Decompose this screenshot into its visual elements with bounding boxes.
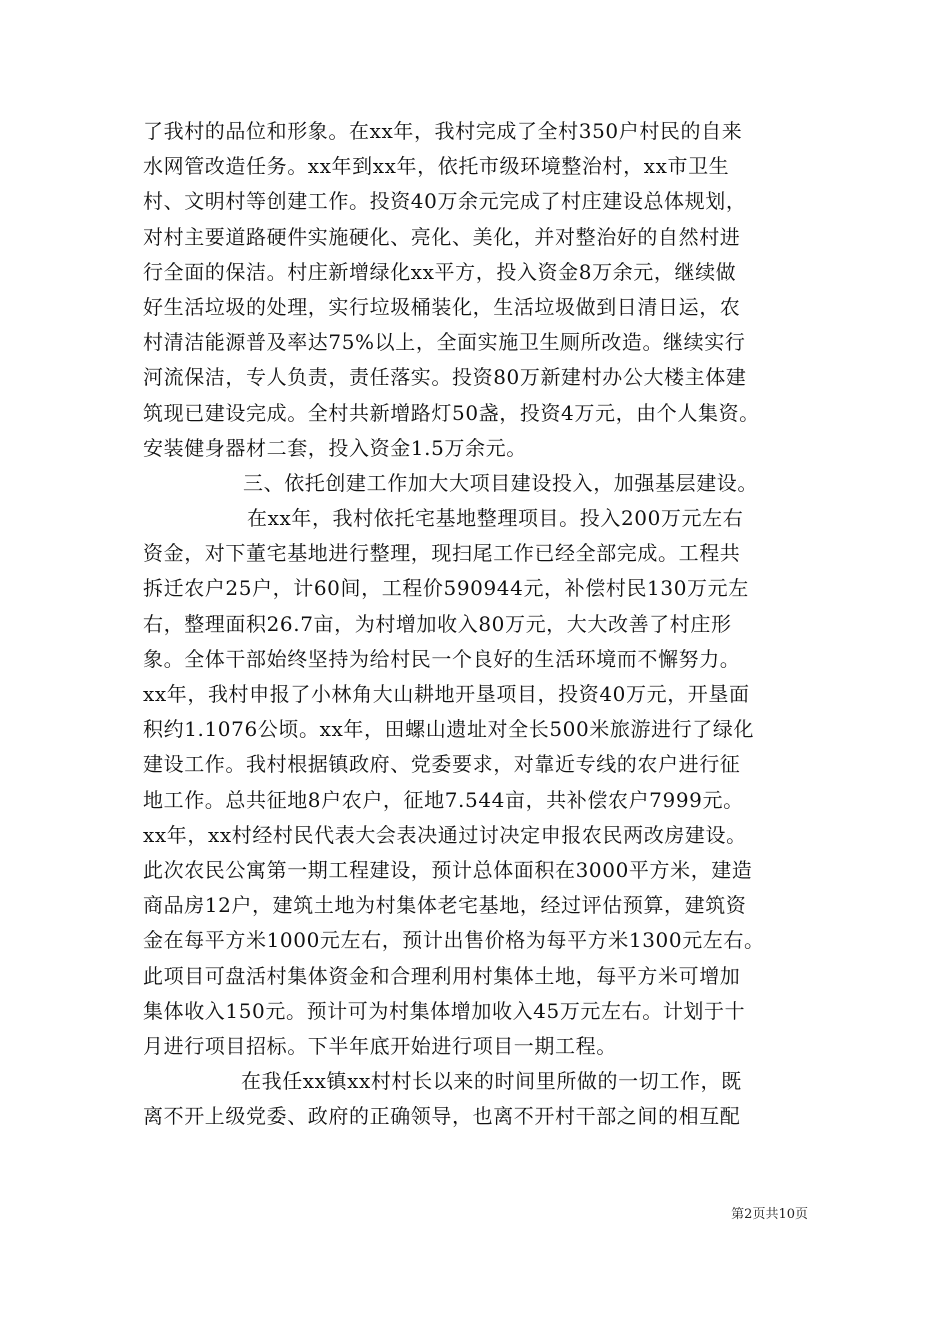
text-line: 拆迁农户25户，计60间，工程价590944元，补偿村民130万元左 — [143, 576, 749, 601]
text-line: 月进行项目招标。下半年底开始进行项目一期工程。 — [143, 1033, 617, 1058]
text-line: 筑现已建设完成。全村共新增路灯50盏，投资4万元，由个人集资。 — [143, 400, 760, 425]
text-line: 金在每平方米1000元左右，预计出售价格为每平方米1300元左右。 — [143, 928, 765, 953]
text-line: 地工作。总共征地8户农户，征地7.544亩，共补偿农户7999元。 — [143, 787, 744, 812]
text-line: 右，整理面积26.7亩，为村增加收入80万元，大大改善了村庄形 — [143, 611, 732, 636]
text-line: 此次农民公寓第一期工程建设，预计总体面积在3000平方米，建造 — [143, 857, 753, 882]
paragraph-first-line: 在xx年，我村依托宅基地整理项目。投入200万元左右 — [247, 506, 744, 531]
text-line: 村、文明村等创建工作。投资40万余元完成了村庄建设总体规划， — [143, 189, 747, 214]
text-line: 河流保洁，专人负责，责任落实。投资80万新建村办公大楼主体建 — [143, 365, 747, 390]
text-line: 资金，对下董宅基地进行整理，现扫尾工作已经全部完成。工程共 — [143, 541, 741, 566]
text-line: 行全面的保洁。村庄新增绿化xx平方，投入资金8万余元，继续做 — [143, 259, 737, 284]
text-line: 此项目可盘活村集体资金和合理利用村集体土地，每平方米可增加 — [143, 963, 741, 988]
text-line: 象。全体干部始终坚持为给村民一个良好的生活环境而不懈努力。 — [143, 646, 741, 671]
text-line: 建设工作。我村根据镇政府、党委要求，对靠近专线的农户进行征 — [143, 752, 741, 777]
text-line: xx年，我村申报了小林角大山耕地开垦项目，投资40万元，开垦面 — [143, 682, 750, 706]
text-line: 了我村的品位和形象。在xx年，我村完成了全村350户村民的自来 — [143, 119, 743, 143]
text-line: 商品房12户，建筑土地为村集体老宅基地，经过评估预算，建筑资 — [143, 893, 747, 918]
body-text — [143, 114, 823, 1134]
text-line: 集体收入150元。预计可为村集体增加收入45万元左右。计划于十 — [143, 998, 746, 1023]
text-line: 积约1.1076公顷。xx年，田螺山遗址对全长500米旅游进行了绿化 — [143, 717, 755, 742]
text-line: 好生活垃圾的处理，实行垃圾桶装化，生活垃圾做到日清日运，农 — [143, 294, 741, 319]
paragraph-first-line: 在我任xx镇xx村村长以来的时间里所做的一切工作，既 — [241, 1069, 742, 1094]
text-line: 对村主要道路硬件实施硬化、亮化、美化，并对整治好的自然村进 — [143, 224, 741, 249]
section-heading: 三、依托创建工作加大大项目建设投入，加强基层建设。 — [243, 470, 758, 495]
page-footer: 第2页共10页 — [731, 1207, 808, 1222]
text-line: 村清洁能源普及率达75%以上，全面实施卫生厕所改造。继续实行 — [143, 330, 746, 355]
text-line: 安装健身器材二套，投入资金1.5万余元。 — [143, 435, 527, 460]
text-line: 离不开上级党委、政府的正确领导，也离不开村干部之间的相互配 — [143, 1104, 741, 1129]
text-line: 水网管改造任务。xx年到xx年，依托市级环境整治村，xx市卫生 — [143, 154, 730, 179]
text-line: xx年，xx村经村民代表大会表决通过讨决定申报农民两改房建设。 — [143, 822, 747, 847]
